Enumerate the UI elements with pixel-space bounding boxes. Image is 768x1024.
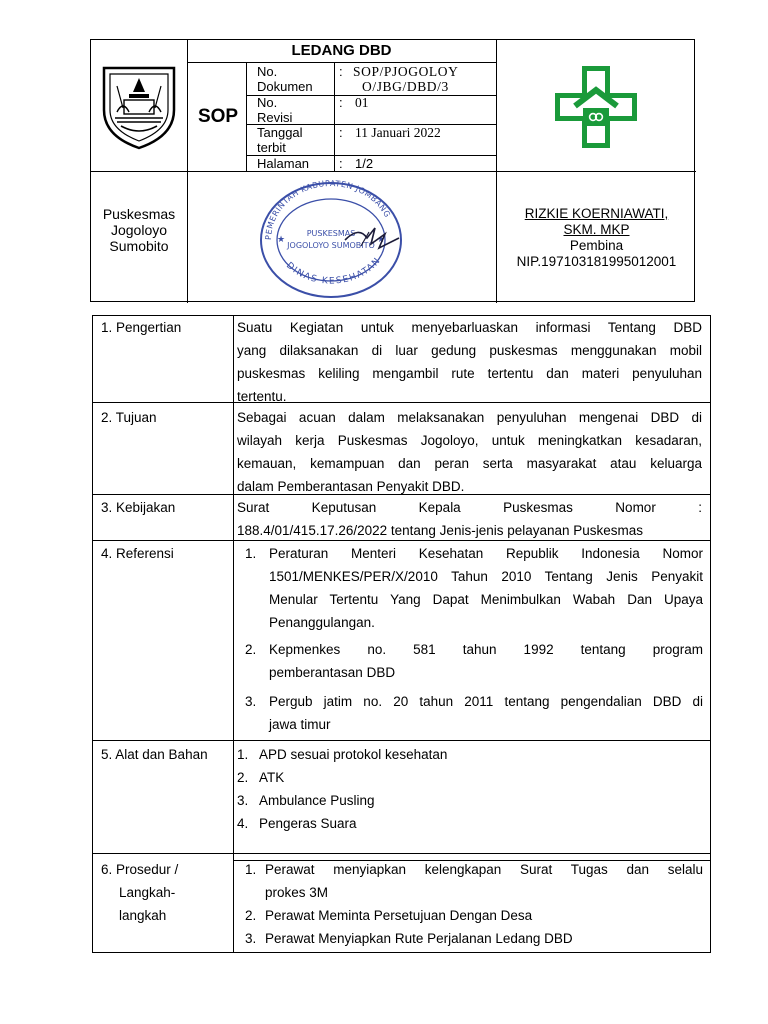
stamp-bottom-text: DINAS KESEHATAN xyxy=(284,255,384,287)
procedure-step-2: 2. Perawat Meminta Persetujuan Dengan Desa xyxy=(245,908,533,923)
revision-colon: : xyxy=(339,95,343,110)
section-label-tujuan: 2. Tujuan xyxy=(101,410,157,425)
doc-number-label: No. Dokumen xyxy=(257,64,313,94)
page-value: 1/2 xyxy=(355,156,374,171)
sop-header-table xyxy=(90,39,695,302)
tool-item: 3. Ambulance Pusling xyxy=(237,793,375,808)
section-label-kebijakan: 3. Kebijakan xyxy=(101,500,176,515)
svg-text:★: ★ xyxy=(377,235,386,245)
issue-date-label: Tanggal terbit xyxy=(257,125,303,155)
tool-item: 2. ATK xyxy=(237,770,285,785)
revision-value: 01 xyxy=(355,95,369,110)
tool-list xyxy=(237,743,702,835)
signer-nip: NIP.197103181995012001 xyxy=(516,254,677,269)
svg-text:DINAS KESEHATAN xyxy=(284,256,383,287)
signer-name: RIZKIE KOERNIAWATI, xyxy=(524,206,669,221)
section-text-pengertian: Suatu Kegiatan untuk menyebarluaskan informasi Tentang DBD yang dilaksanakan di luar gedung puskesmas menggunakan mobil puskesmas keliling mengambil rute tertentu dan materi penyuluhan tertentu. xyxy=(237,320,702,404)
issue-date-value: 11 Januari 2022 xyxy=(355,125,441,140)
reference-item-2: 2. Kepmenkes no. 581 tahun 1992 tentang program pemberantasan DBD xyxy=(245,642,703,680)
doc-number-colon: : xyxy=(339,64,343,79)
page-label: Halaman xyxy=(257,156,310,171)
page-colon: : xyxy=(339,156,343,171)
organization-name: Puskesmas Jogoloyo Sumobito xyxy=(102,206,176,254)
svg-text:★: ★ xyxy=(277,235,286,245)
signer-block xyxy=(497,206,696,270)
sop-body-table xyxy=(92,315,711,953)
tool-item: 1. APD sesuai protokol kesehatan xyxy=(237,747,448,762)
procedure-step-3: 3. Perawat Menyiapkan Rute Perjalanan Ledang DBD xyxy=(245,931,573,946)
section-label-alat: 5. Alat dan Bahan xyxy=(101,747,208,762)
tool-item: 4. Pengeras Suara xyxy=(237,816,357,831)
reference-item-1: 1. Peraturan Menteri Kesehatan Republik Indonesia Nomor 1501/MENKES/PER/X/2010 Tahun 2010 Tentang Jenis Penyakit Menular Tertentu Yang Dapat Menimbulkan Wabah Dan Upaya Penanggulangan. xyxy=(245,546,703,630)
reference-item-3: 3. Pergub jatim no. 20 tahun 2011 tentang pengendalian DBD di jawa timur xyxy=(245,694,703,732)
procedure-step-1: 1. Perawat menyiapkan kelengkapan Surat Tugas dan selalu prokes 3M xyxy=(245,862,703,900)
section-label-referensi: 4. Referensi xyxy=(101,546,174,561)
doc-number-value: SOP/PJOGOLOY O/JBG/DBD/3 xyxy=(353,64,459,94)
section-text-kebijakan: Surat Keputusan Kepala Puskesmas Nomor : 188.4/01/415.17.26/2022 tentang Jenis-jenis pelayanan Puskesmas xyxy=(237,500,702,538)
revision-label: No. Revisi xyxy=(257,95,293,125)
section-label-pengertian: 1. Pengertian xyxy=(101,320,182,335)
puskesmas-logo xyxy=(551,62,641,152)
section-label-prosedur: 6. Prosedur / Langkah- langkah xyxy=(101,862,179,923)
official-stamp xyxy=(249,178,409,300)
document-title: LEDANG DBD xyxy=(291,42,392,59)
stamp-inner-line-2: JOGOLOYO SUMOBITO xyxy=(287,241,375,250)
section-text-tujuan: Sebagai acuan dalam melaksanakan penyuluhan mengenai DBD di wilayah kerja Puskesmas Jogoloyo, untuk meningkatkan kesadaran, kemauan, kemampuan dan peran serta masyarakat atau keluarga dalam Pemberantasan Penyakit DBD. xyxy=(237,410,702,494)
signer-degree: SKM. MKP xyxy=(563,222,630,237)
stamp-inner-line-1: PUSKESMAS xyxy=(306,229,356,238)
sop-label: SOP xyxy=(197,106,239,127)
signer-role: Pembina xyxy=(569,238,624,253)
stamp-outer-text: PEMERINTAH KABUPATEN JOMBANG xyxy=(263,178,393,241)
issue-date-colon: : xyxy=(339,125,343,140)
regency-emblem-logo xyxy=(99,64,179,150)
